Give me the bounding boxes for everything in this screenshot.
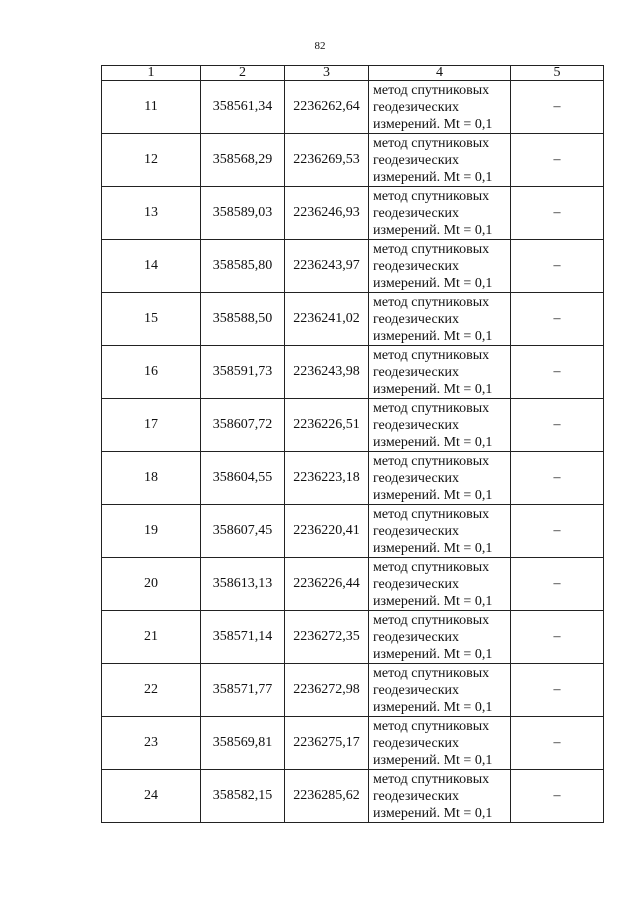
column-header: 1 (102, 66, 201, 81)
method-line: измерений. Mt = 0,1 (373, 487, 493, 503)
point-number-cell: 11 (102, 81, 201, 134)
table-row (102, 611, 604, 664)
note-cell: – (511, 664, 604, 717)
method-cell (369, 81, 511, 134)
method-line: метод спутниковых (373, 559, 490, 575)
note-cell: – (511, 187, 604, 240)
table-header-row (102, 66, 604, 81)
coordinates-table (101, 65, 604, 823)
method-line: измерений. Mt = 0,1 (373, 381, 493, 397)
y-coordinate-cell: 2236272,98 (285, 664, 369, 717)
method-cell (369, 240, 511, 293)
note-cell: – (511, 452, 604, 505)
table-row (102, 505, 604, 558)
table-row (102, 558, 604, 611)
note-cell: – (511, 558, 604, 611)
point-number-cell: 23 (102, 717, 201, 770)
method-line: метод спутниковых (373, 612, 490, 628)
method-cell (369, 611, 511, 664)
method-line: геодезических (373, 788, 460, 804)
method-line: геодезических (373, 311, 460, 327)
y-coordinate-cell: 2236272,35 (285, 611, 369, 664)
method-line: измерений. Mt = 0,1 (373, 699, 493, 715)
method-line: метод спутниковых (373, 400, 490, 416)
x-coordinate-cell: 358571,14 (201, 611, 285, 664)
method-line: геодезических (373, 205, 460, 221)
point-number-cell: 24 (102, 770, 201, 823)
point-number-cell: 20 (102, 558, 201, 611)
y-coordinate-cell: 2236262,64 (285, 81, 369, 134)
x-coordinate-cell: 358571,77 (201, 664, 285, 717)
note-cell: – (511, 134, 604, 187)
point-number-cell: 16 (102, 346, 201, 399)
method-line: метод спутниковых (373, 294, 490, 310)
method-line: геодезических (373, 99, 460, 115)
method-line: измерений. Mt = 0,1 (373, 169, 493, 185)
method-line: измерений. Mt = 0,1 (373, 593, 493, 609)
note-cell: – (511, 717, 604, 770)
method-line: измерений. Mt = 0,1 (373, 275, 493, 291)
method-line: геодезических (373, 735, 460, 751)
method-cell (369, 452, 511, 505)
method-line: измерений. Mt = 0,1 (373, 328, 493, 344)
column-header: 5 (511, 66, 604, 81)
y-coordinate-cell: 2236226,44 (285, 558, 369, 611)
y-coordinate-cell: 2236275,17 (285, 717, 369, 770)
page-number: 82 (314, 40, 326, 52)
table-row (102, 81, 604, 134)
method-line: метод спутниковых (373, 771, 490, 787)
method-cell (369, 399, 511, 452)
method-line: метод спутниковых (373, 82, 490, 98)
table-row (102, 293, 604, 346)
method-line: метод спутниковых (373, 241, 490, 257)
x-coordinate-cell: 358585,80 (201, 240, 285, 293)
y-coordinate-cell: 2236241,02 (285, 293, 369, 346)
x-coordinate-cell: 358589,03 (201, 187, 285, 240)
note-cell: – (511, 770, 604, 823)
x-coordinate-cell: 358582,15 (201, 770, 285, 823)
point-number-cell: 14 (102, 240, 201, 293)
note-cell: – (511, 293, 604, 346)
x-coordinate-cell: 358613,13 (201, 558, 285, 611)
table-row (102, 399, 604, 452)
method-line: метод спутниковых (373, 718, 490, 734)
point-number-cell: 22 (102, 664, 201, 717)
method-line: геодезических (373, 682, 460, 698)
point-number-cell: 19 (102, 505, 201, 558)
point-number-cell: 12 (102, 134, 201, 187)
y-coordinate-cell: 2236220,41 (285, 505, 369, 558)
table-row (102, 346, 604, 399)
method-line: геодезических (373, 417, 460, 433)
method-line: геодезических (373, 470, 460, 486)
point-number-cell: 18 (102, 452, 201, 505)
note-cell: – (511, 346, 604, 399)
method-cell (369, 717, 511, 770)
method-cell (369, 134, 511, 187)
table-row (102, 664, 604, 717)
method-line: метод спутниковых (373, 188, 490, 204)
x-coordinate-cell: 358607,45 (201, 505, 285, 558)
table-row (102, 770, 604, 823)
point-number-cell: 13 (102, 187, 201, 240)
note-cell: – (511, 240, 604, 293)
note-cell: – (511, 399, 604, 452)
method-line: измерений. Mt = 0,1 (373, 222, 493, 238)
method-line: метод спутниковых (373, 506, 490, 522)
note-cell: – (511, 505, 604, 558)
method-line: измерений. Mt = 0,1 (373, 116, 493, 132)
method-cell (369, 664, 511, 717)
method-line: геодезических (373, 629, 460, 645)
method-line: метод спутниковых (373, 453, 490, 469)
point-number-cell: 21 (102, 611, 201, 664)
x-coordinate-cell: 358604,55 (201, 452, 285, 505)
method-line: измерений. Mt = 0,1 (373, 805, 493, 821)
table-row (102, 240, 604, 293)
method-line: метод спутниковых (373, 665, 490, 681)
column-header: 3 (285, 66, 369, 81)
x-coordinate-cell: 358568,29 (201, 134, 285, 187)
table-row (102, 187, 604, 240)
y-coordinate-cell: 2236243,97 (285, 240, 369, 293)
method-line: метод спутниковых (373, 135, 490, 151)
y-coordinate-cell: 2236243,98 (285, 346, 369, 399)
x-coordinate-cell: 358561,34 (201, 81, 285, 134)
column-header: 2 (201, 66, 285, 81)
method-line: геодезических (373, 152, 460, 168)
method-line: измерений. Mt = 0,1 (373, 646, 493, 662)
x-coordinate-cell: 358607,72 (201, 399, 285, 452)
table-row (102, 134, 604, 187)
method-line: геодезических (373, 523, 460, 539)
method-cell (369, 346, 511, 399)
y-coordinate-cell: 2236269,53 (285, 134, 369, 187)
x-coordinate-cell: 358588,50 (201, 293, 285, 346)
method-cell (369, 558, 511, 611)
method-line: метод спутниковых (373, 347, 490, 363)
method-line: измерений. Mt = 0,1 (373, 434, 493, 450)
method-cell (369, 293, 511, 346)
method-cell (369, 770, 511, 823)
table-row (102, 717, 604, 770)
x-coordinate-cell: 358591,73 (201, 346, 285, 399)
y-coordinate-cell: 2236226,51 (285, 399, 369, 452)
table-body (102, 81, 604, 823)
y-coordinate-cell: 2236246,93 (285, 187, 369, 240)
note-cell: – (511, 81, 604, 134)
method-line: измерений. Mt = 0,1 (373, 540, 493, 556)
table-row (102, 452, 604, 505)
method-line: геодезических (373, 576, 460, 592)
y-coordinate-cell: 2236223,18 (285, 452, 369, 505)
note-cell: – (511, 611, 604, 664)
method-line: геодезических (373, 258, 460, 274)
y-coordinate-cell: 2236285,62 (285, 770, 369, 823)
column-header: 4 (369, 66, 511, 81)
point-number-cell: 15 (102, 293, 201, 346)
method-line: измерений. Mt = 0,1 (373, 752, 493, 768)
point-number-cell: 17 (102, 399, 201, 452)
x-coordinate-cell: 358569,81 (201, 717, 285, 770)
method-line: геодезических (373, 364, 460, 380)
method-cell (369, 505, 511, 558)
method-cell (369, 187, 511, 240)
